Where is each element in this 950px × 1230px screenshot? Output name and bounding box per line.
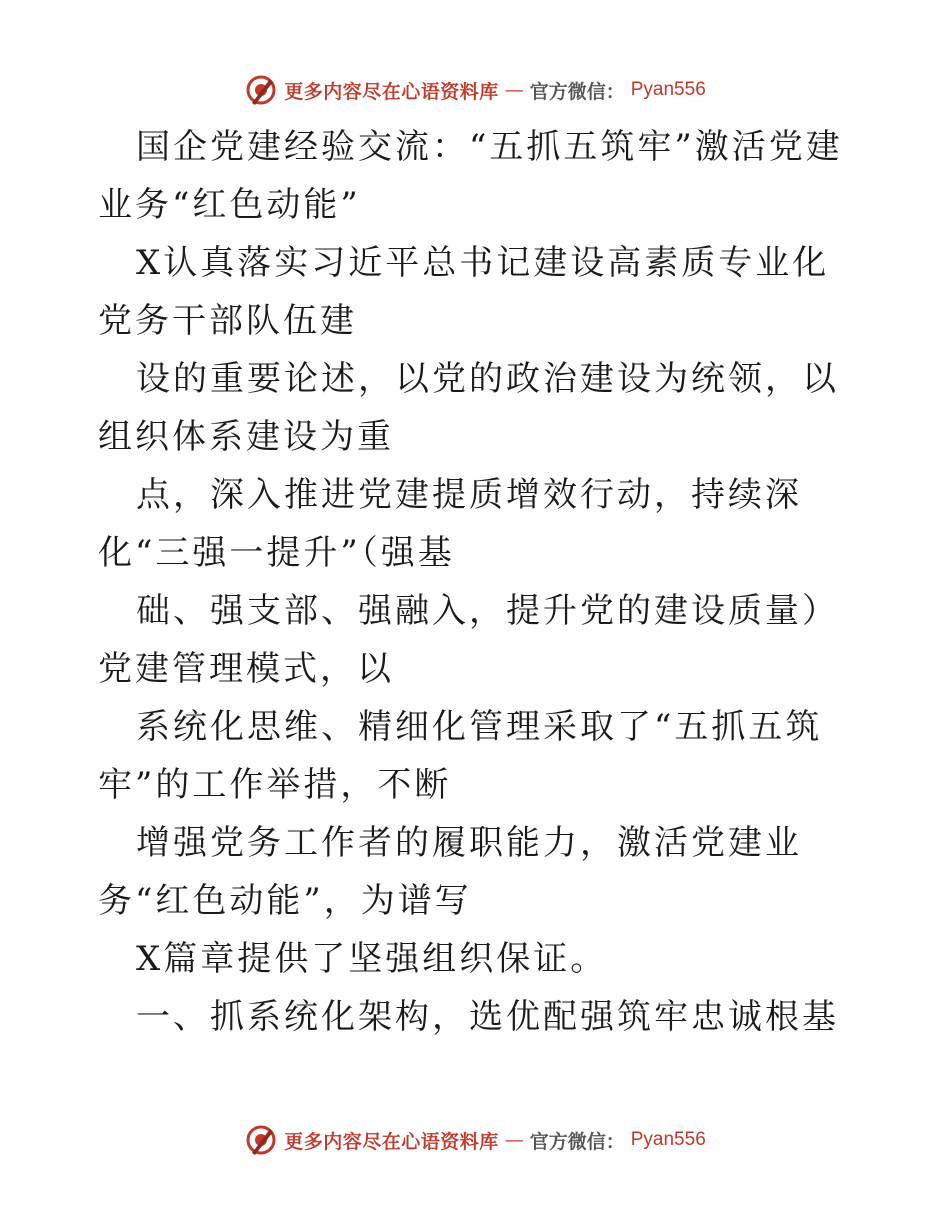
pen-circle-logo-icon	[244, 73, 278, 107]
document-body	[98, 118, 858, 1046]
header-banner	[0, 70, 950, 110]
footer-official-label: 官方微信：	[529, 1130, 625, 1153]
paragraph: X篇章提供了坚强组织保证。	[136, 939, 608, 979]
footer-wechat-handle: Pyan556	[630, 1129, 706, 1150]
header-dash: —	[504, 79, 524, 101]
paragraph: 系统化思维、精细化管理采取了“五抓五筑牢”的工作举措，不断	[98, 707, 823, 805]
document-title: 国企党建经验交流：“五抓五筑牢”激活党建业务“红色动能”	[98, 127, 843, 225]
paragraph: 增强党务工作者的履职能力，激活党建业务“红色动能”，为谱写	[98, 823, 802, 921]
paragraph: 设的重要论述，以党的政治建设为统领，以组织体系建设为重	[98, 359, 839, 457]
pen-circle-logo-icon	[244, 1123, 278, 1157]
footer-brand: 更多内容尽在心语资料库	[284, 1130, 499, 1153]
header-official-label: 官方微信：	[529, 80, 625, 103]
paragraph: X认真落实习近平总书记建设高素质专业化党务干部队伍建	[98, 243, 830, 341]
paragraph: 点，深入推进党建提质增效行动，持续深化“三强一提升”（强基	[98, 475, 802, 573]
section-heading: 一、抓系统化架构，选优配强筑牢忠诚根基	[136, 997, 839, 1037]
header-wechat-handle: Pyan556	[630, 79, 706, 100]
paragraph: 础、强支部、强融入，提升党的建设质量）党建管理模式，以	[98, 591, 839, 689]
footer-banner	[0, 1120, 950, 1160]
header-brand: 更多内容尽在心语资料库	[284, 80, 499, 103]
footer-dash: —	[504, 1129, 524, 1151]
